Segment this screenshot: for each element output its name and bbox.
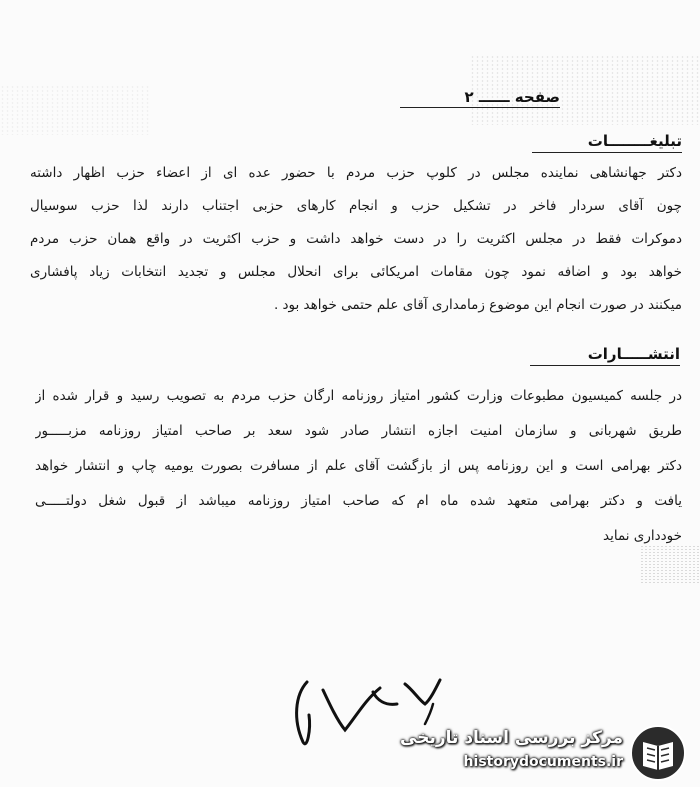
text-line: خودداری نماید (603, 528, 682, 544)
section-heading-entesharat: انتشـــــارات (530, 345, 680, 366)
text-line: دموکرات فقط در مجلس اکثریت را در دست خواهد داشت و حزب اکثریت در واقع همان حزب مردم (30, 231, 682, 247)
text-line: طریق شهربانی و سازمان امنیت اجازه انتشار صادر شود سعد بر صاحب امتیاز روزنامه مزبـــــور (35, 423, 682, 439)
paragraph-tablighat (30, 160, 682, 325)
text-line: دکتر بهرامی است و این روزنامه پس از بازگشت آقای علم از مسافرت بصورت یومیه چاپ و انتشار خواهد (35, 458, 682, 474)
scan-noise (0, 85, 150, 135)
page-number: صفحه ــــــ ۲ (400, 88, 560, 108)
paragraph-entesharat (35, 383, 682, 558)
watermark-title: مرکز بررسی اسناد تاریخی (400, 728, 623, 748)
watermark (400, 722, 695, 782)
text-line: در جلسه کمیسیون مطبوعات وزارت کشور امتیاز روزنامه ارگان حزب مردم به تصویب رسید و قرار شده از (35, 388, 682, 404)
text-line: میکنند در صورت انجام این موضوع زمامداری آقای علم حتمی خواهد بود . (273, 297, 682, 313)
text-line: چون آقای سردار فاخر در تشکیل حزب و انجام کارهای حزبی اجتناب دارند لذا حزب سوسیال (30, 198, 682, 214)
section-heading-tablighat: تبلیغــــــــات (532, 132, 682, 153)
watermark-url: historydocuments.ir (463, 754, 623, 770)
archive-logo-icon (629, 724, 687, 782)
text-line: دکتر جهانشاهی نماینده مجلس در کلوپ حزب مردم با حضور عده ای از اعضاء حزب اظهار داشته (30, 165, 682, 181)
text-line: یافت و دکتر بهرامی متعهد شده ماه ام که صاحب امتیاز روزنامه میباشد از قبول شغل دولتـــــی (35, 493, 682, 509)
text-line: خواهد بود و اضافه نمود چون مقامات امریکائی برای انحلال مجلس و تجدید انتخابات زیاد پافشاری (30, 264, 682, 280)
